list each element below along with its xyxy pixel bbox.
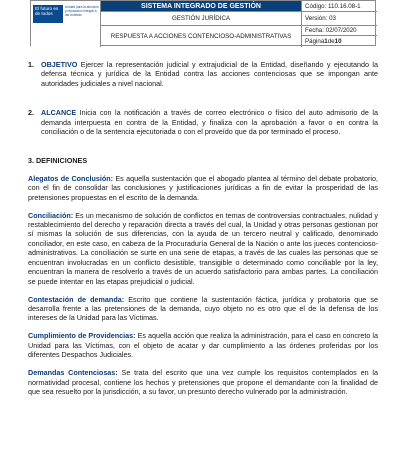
definition-item (28, 331, 378, 359)
scope-section (28, 108, 378, 136)
definition-term: Demandas Contenciosas: (28, 368, 118, 378)
objective-paragraph (41, 60, 378, 88)
definition-item (28, 295, 378, 323)
definition-item (28, 368, 378, 396)
government-logo: El futuro es de todos (33, 5, 63, 23)
objective-section (28, 60, 378, 88)
header-title-cell (101, 1, 301, 47)
page-prefix: Página (305, 38, 325, 45)
definition-text: Se trata del escrito que una vez cumple los requisitos contemplados en la normatividad procesal, contiene los hechos y pretensiones que propone el demandante con la finalidad de que sea resuelto por la jurisdicción, a su favor, un presunto derecho vulnerado por la administración. (28, 368, 378, 396)
document-version: Versión: 03 (302, 12, 377, 26)
definition-item (28, 211, 378, 286)
document-date: Fecha: 02/07/2020 (302, 26, 377, 36)
section-number: 1. (28, 60, 34, 69)
definition-term: Contestación de demanda: (28, 294, 125, 304)
definitions-title: 3. DEFINICIONES (28, 156, 88, 166)
procedure-name: RESPUESTA A ACCIONES CONTENCIOSO-ADMINISTRATIVAS (110, 33, 292, 40)
definition-term: Conciliación: (28, 210, 74, 220)
header-meta-cell (301, 1, 377, 47)
scope-paragraph (41, 108, 378, 136)
document-header (30, 0, 376, 46)
unit-logo-text: Unidad para la atención y reparación integral a las víctimas (65, 5, 99, 17)
definition-text: Es aquella acción que realiza la administración, para el caso en concreto la Unidad para las Víctimas, con el objeto de acatar y dar cumplimiento a las órdenes proferidas por los diferentes Despachos Judiciales. (28, 331, 378, 360)
objective-text: Ejercer la representación judicial y extrajudicial de la Entidad, diseñando y ejecutando la defensa técnica y jurídica de la Entidad contra las acciones contenciosas que se impongan ante autoridades judiciales a nivel nacional. (41, 60, 378, 88)
definition-text: Escrito que contiene la sustentación fáctica, jurídica y probatoria que se desarrolla frente a las pretensiones de la demanda, cuyo objeto no es otro que el de la defensa de los intereses de la Unidad para las Víctimas. (28, 294, 379, 323)
page-number (302, 36, 377, 47)
definition-term: Alegatos de Conclusión: (28, 173, 114, 183)
entity-logo-cell (31, 1, 101, 47)
system-title: SISTEMA INTEGRADO DE GESTIÓN (101, 1, 301, 12)
document-body (28, 60, 378, 405)
scope-text: Inicia con la notificación a través de correo electrónico o físico del auto admisorio de la demanda interpuesta en contra de la Entidad, y finaliza con la aprobación a favor o en contra la conciliación o de la sentencia ejecutoriada o con el proveído que da por terminado el proceso. (41, 108, 378, 137)
page-of: de (327, 38, 335, 45)
page-current: 1 (324, 38, 328, 45)
document-code: Código: 110.16.08-1 (302, 1, 377, 12)
definition-term: Cumplimiento de Providencias: (28, 331, 136, 341)
scope-keyword: ALCANCE (41, 108, 77, 118)
area-name: GESTIÓN JURÍDICA (101, 12, 301, 26)
definition-text: Es aquella sustentación que el abogado plantea al término del debate probatorio, con el fin de consolidar las conclusiones y justificaciones jurídicas a fin de evitar la prosperidad de las pretensiones propuestas en el escrito de la demanda. (28, 173, 378, 202)
page-total: 10 (334, 38, 342, 45)
objective-keyword: OBJETIVO (41, 60, 78, 69)
definition-text: Es un mecanismo de solución de conflictos en temas de controversias contractuales, nulidad y restablecimiento del derecho y reparación directa a través del cual, la Unidad y otras personas gestionan por sí mismas la solución de sus diferencias, con la ayuda de un tercero neutral y calificado, denominado conciliador, en este caso, en cabeza de la Procuraduría General de la Nación o ante los jueces contencioso-administrativos. La conciliación se surte en una serie de etapas, a través de las cuales las personas que se encuentran involucradas en un conflicto desistible, transigible o determinado como conciliable por la ley, encuentran la manera de resolverlo a través de un acuerdo satisfactorio para ambas partes. La conciliación se puede intentar en las etapas prejudicial o judicial. (28, 210, 378, 286)
definition-item (28, 174, 378, 202)
section-number: 2. (28, 108, 34, 118)
